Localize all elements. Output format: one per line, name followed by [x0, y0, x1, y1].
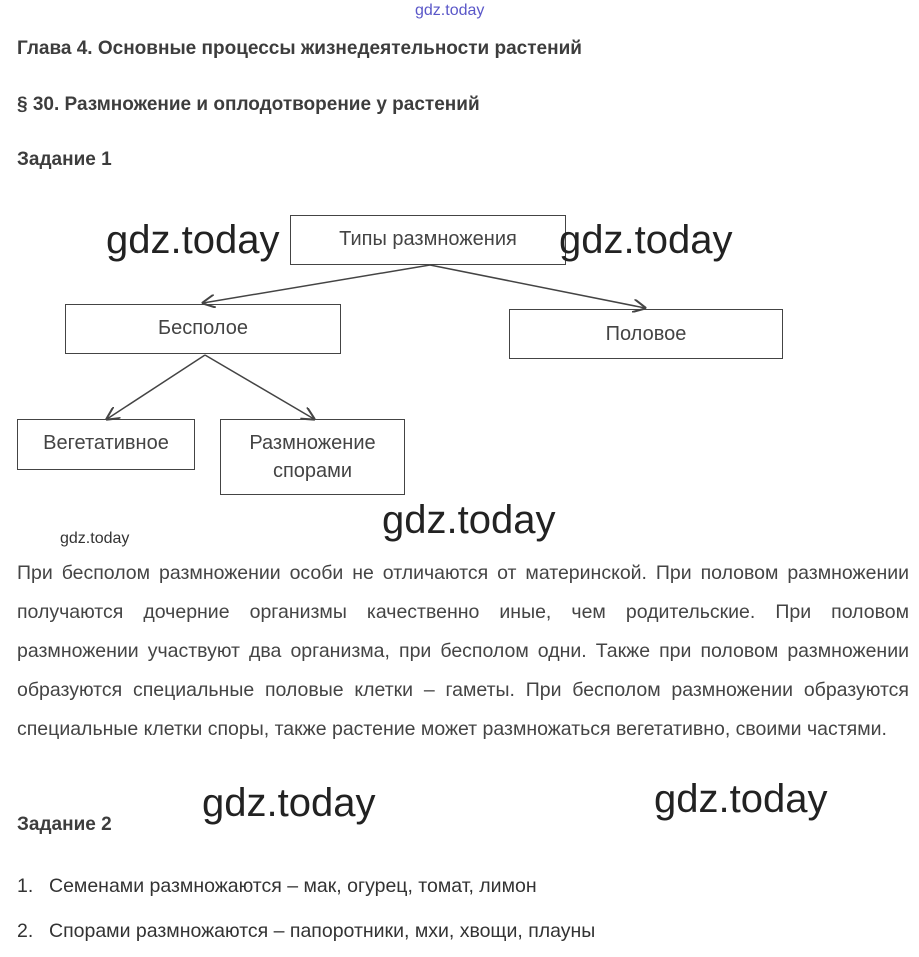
- watermark-small: gdz.today: [60, 530, 130, 547]
- diagram-spores-label-line1: Размножение: [249, 432, 376, 454]
- arrow-asexual-to-vegetative: [107, 355, 205, 419]
- task2-title: Задание 2: [17, 814, 112, 835]
- list-item-text: Спорами размножаются – папоротники, мхи, хвощи, плауны: [49, 920, 596, 942]
- section-title: § 30. Размножение и оплодотворение у растений: [17, 94, 480, 115]
- watermark-large-3: gdz.today: [382, 498, 556, 542]
- watermark-large-1: gdz.today: [106, 218, 280, 262]
- watermark-large-5: gdz.today: [654, 777, 828, 821]
- diagram-spores-label-line2: спорами: [272, 460, 353, 482]
- diagram-root-label: Типы размножения: [339, 228, 517, 250]
- list-item-text: Семенами размножаются – мак, огурец, томат, лимон: [49, 875, 537, 897]
- task1-text: При бесполом размножении особи не отличаются от материнской. При половом размножении получаются дочерние организмы качественно иные, чем родительские. При половом размножении участвуют два организма, при бесполом одни. Также при половом размножении образуются специальные половые клетки – гаметы. При бесполом размножении образуются специальные клетки споры, также растение может размножаться вегетативно, своими частями.: [17, 562, 909, 740]
- diagram-sexual-label: Половое: [605, 323, 687, 345]
- list-item-number: 1.: [17, 875, 34, 897]
- diagram-box-asexual: [65, 304, 341, 354]
- chapter-title: Глава 4. Основные процессы жизнедеятельности растений: [17, 38, 582, 59]
- diagram-asexual-label: Бесполое: [158, 317, 248, 339]
- watermark-top: gdz.today: [415, 2, 485, 19]
- watermark-large-4: gdz.today: [202, 781, 376, 825]
- arrow-asexual-to-spores: [205, 355, 314, 419]
- list-item: [17, 920, 595, 943]
- diagram-box-vegetative: [17, 419, 195, 470]
- watermark-large-2: gdz.today: [559, 218, 733, 262]
- arrow-root-to-asexual: [203, 265, 430, 303]
- task1-title: Задание 1: [17, 149, 112, 170]
- diagram-box-sexual: [509, 309, 783, 359]
- diagram-box-spores: [220, 419, 405, 495]
- diagram-box-root: [290, 215, 566, 265]
- list-item-number: 2.: [17, 920, 34, 942]
- arrow-root-to-sexual: [430, 265, 645, 308]
- diagram-vegetative-label: Вегетативное: [43, 431, 169, 454]
- list-item: [17, 875, 537, 898]
